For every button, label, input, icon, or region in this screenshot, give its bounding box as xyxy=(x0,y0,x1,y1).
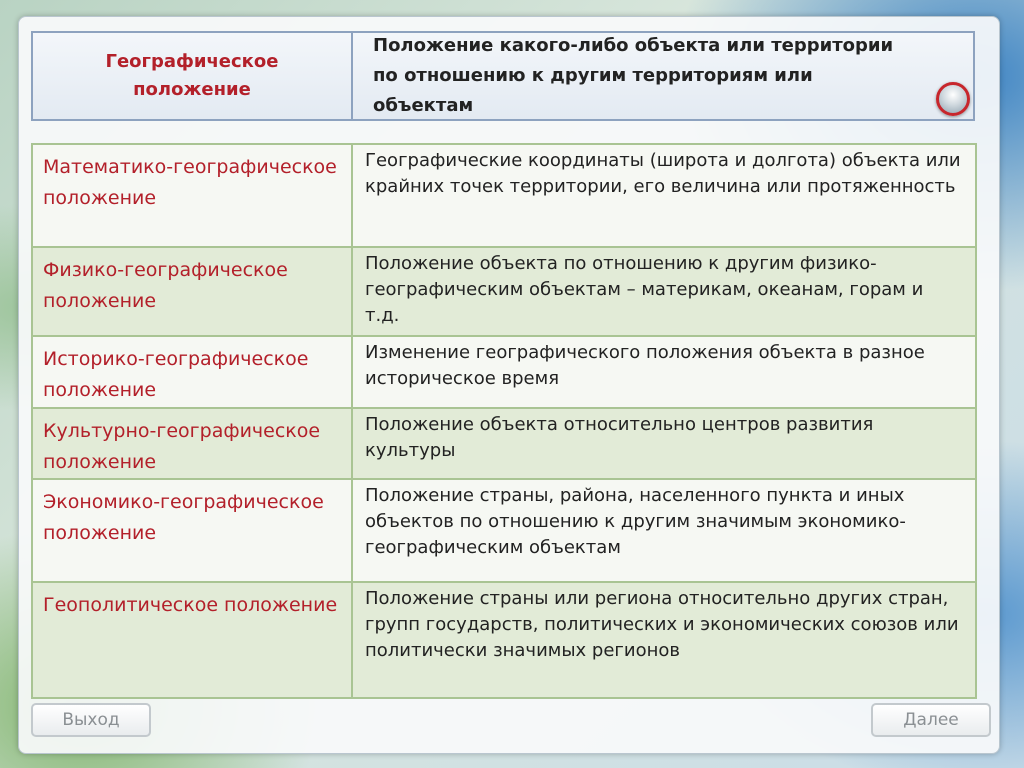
header-definition-text: Положение какого-либо объекта или территории по отношению к другим территориям или объектам xyxy=(373,35,894,116)
row-term: Экономико-географическое положение xyxy=(33,480,353,581)
row-term: Математико-географическое положение xyxy=(33,145,353,246)
header-term: Географическое положение xyxy=(33,33,353,119)
table-row xyxy=(33,407,975,478)
row-term: Геополитическое положение xyxy=(33,583,353,697)
table-row xyxy=(33,478,975,581)
row-term: Историко-географическое положение xyxy=(33,337,353,407)
table-row xyxy=(33,581,975,697)
row-definition: Географические координаты (широта и долгота) объекта или крайних точек территории, его величина или протяженность xyxy=(365,150,961,197)
row-definition: Изменение географического положения объекта в разное историческое время xyxy=(365,342,925,389)
exit-button[interactable]: Выход xyxy=(31,703,151,737)
row-definition: Положение страны или региона относительно других стран, групп государств, политических и экономических союзов или политически значимых регионов xyxy=(365,588,959,661)
row-definition: Положение объекта по отношению к другим физико-географическим объектам – материкам, океанам, горам и т.д. xyxy=(365,253,924,326)
header-row xyxy=(31,31,975,121)
table-row xyxy=(33,246,975,335)
table-row xyxy=(33,145,975,246)
orb-button-icon[interactable] xyxy=(936,82,970,116)
row-term: Физико-географическое положение xyxy=(33,248,353,335)
header-definition xyxy=(353,33,973,119)
row-definition: Положение страны, района, населенного пункта и иных объектов по отношению к другим значимым экономико-географическим объектам xyxy=(365,485,906,558)
table-row xyxy=(33,335,975,407)
row-term: Культурно-географическое положение xyxy=(33,409,353,478)
definitions-table xyxy=(31,143,977,699)
next-button[interactable]: Далее xyxy=(871,703,991,737)
row-definition: Положение объекта относительно центров развития культуры xyxy=(365,414,874,461)
